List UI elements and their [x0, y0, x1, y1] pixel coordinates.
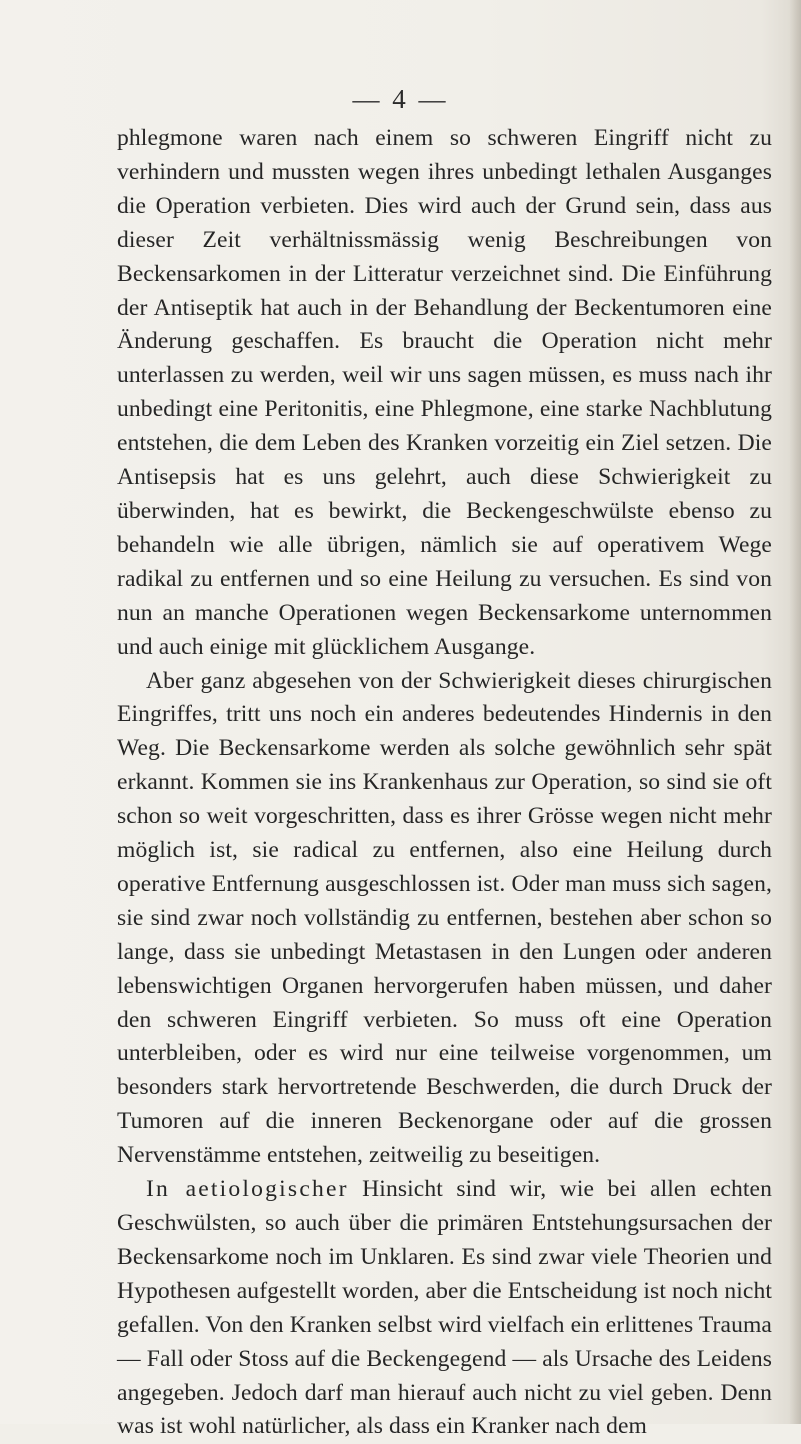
body-text [117, 122, 772, 1444]
paragraph-3-spaced-lead: In aetiologischer [146, 1176, 349, 1203]
paragraph-2-text: Aber ganz abgesehen von der Schwierigkeit dieses chirurgischen Eingriffes, tritt uns noch ein anderes bedeutendes Hindernis in den Weg. Die Beckensarkome werden als solche gewöhnlich sehr spät erkannt. Kommen sie ins Krankenhaus zur Operation, so sind sie oft schon so weit vorgeschritten, dass es ihrer Grösse wegen nicht mehr möglich ist, sie radical zu entfernen, also eine Heilung durch operative Entfernung ausgeschlossen ist. Oder man muss sich sagen, sie sind zwar noch vollständig zu entfernen, bestehen aber schon so lange, dass sie unbedingt Metastasen in den Lungen oder anderen lebenswichtigen Organen hervorgerufen haben müssen, und daher den schweren Eingriff verbieten. So muss oft eine Operation unterbleiben, oder es wird nur eine teilweise vorgenommen, um besonders stark hervortretende Beschwerden, die durch Druck der Tumoren auf die inneren Beckenorgane oder auf die grossen Nervenstämme entstehen, zeitweilig zu beseitigen. [117, 667, 772, 1169]
paragraph-1-text: phlegmone waren nach einem so schweren Eingriff nicht zu verhindern und mussten wegen ihres unbedingt lethalen Ausganges die Operation verbieten. Dies wird auch der Grund sein, dass aus dieser Zeit verhältnissmässig wenig Beschreibungen von Beckensarkomen in der Litteratur verzeichnet sind. Die Einführung der Antiseptik hat auch in der Behandlung der Beckentumoren eine Änderung geschaffen. Es braucht die Operation nicht mehr unterlassen zu werden, weil wir uns sagen müssen, es muss nach ihr unbedingt eine Peritonitis, eine Phlegmone, eine starke Nachblutung entstehen, die dem Leben des Kranken vorzeitig ein Ziel setzen. Die Antisepsis hat es uns gelehrt, auch diese Schwierigkeit zu überwinden, hat es bewirkt, die Beckengeschwülste ebenso zu behandeln wie alle übrigen, nämlich sie auf operativem Wege radikal zu entfernen und so eine Heilung zu versuchen. Es sind von nun an manche Operationen wegen Beckensarkome unternommen und auch einige mit glücklichem Ausgange. [117, 125, 772, 660]
paragraph-3-text: Hinsicht sind wir, wie bei allen echten Geschwülsten, so auch über die primären Entstehungsursachen der Beckensarkome noch im Unklaren. Es sind zwar viele Theorien und Hypothesen aufgestellt worden, aber die Entscheidung ist noch nicht gefallen. Von den Kranken selbst wird vielfach ein erlittenes Trauma — Fall oder Stoss auf die Beckengegend — als Ursache des Leidens angegeben. Jedoch darf man hierauf auch nicht zu viel geben. Denn was ist wohl natürlicher, als dass ein Kranker nach dem [117, 1176, 772, 1440]
page-number: — 4 — [352, 84, 449, 114]
paragraph-1 [117, 122, 772, 665]
page-edge-shadow [789, 0, 801, 1424]
paragraph-3 [117, 1173, 772, 1444]
paragraph-2 [117, 665, 772, 1174]
